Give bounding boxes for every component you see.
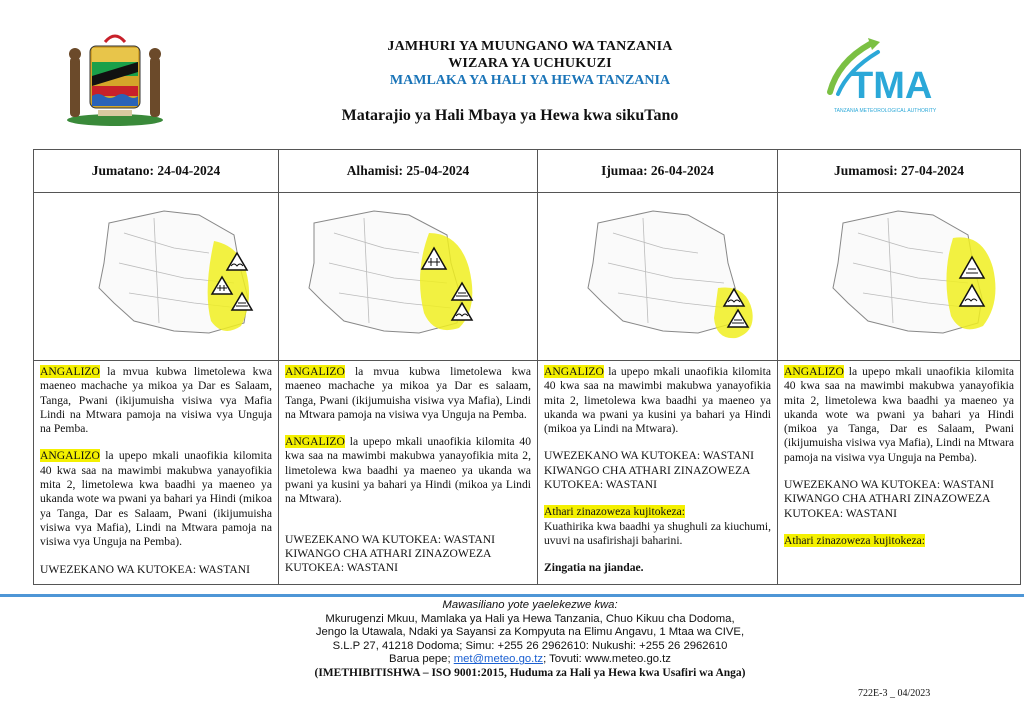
likelihood: UWEZEKANO WA KUTOKEA: WASTANI KIWANGO CHA ATHARI ZINAZOWEZA KUTOKEA: WASTANI: [544, 449, 754, 492]
footer-divider: [0, 594, 1024, 597]
logo-tagline: TANZANIA METEOROLOGICAL AUTHORITY: [834, 108, 937, 114]
contact-line: Mkurugenzi Mkuu, Mamlaka ya Hali ya Hewa Tanzania, Chuo Kikuu cha Dodoma,: [325, 612, 735, 625]
rain-warning: la mvua kubwa limetolewa kwa maeneo machache ya mikoa ya Dar es salaam, Tanga, Pwani (ikijumuisha visiwa vya Mafia), Lindi na Mtwara pamoja na visiwa vya Unguja na Pemba.: [285, 365, 531, 421]
certification-text: (IMETHIBITISHWA – ISO 9001:2015, Huduma za Hali ya Hewa kwa Usafiri wa Anga): [314, 666, 746, 679]
alert-label: ANGALIZO: [285, 365, 345, 378]
advice-text: Zingatia na jiandae.: [544, 561, 644, 575]
alert-label: ANGALIZO: [784, 365, 844, 378]
contact-line: S.L.P 27, 41218 Dodoma; Simu: +255 26 2962610: Nukushi: +255 26 2962610: [332, 639, 728, 652]
warning-text: [279, 361, 537, 576]
email-label: Barua pepe;: [389, 653, 454, 666]
day-title: Jumatano: 24-04-2024: [34, 150, 278, 193]
day-column: [778, 150, 1020, 584]
warning-text: [538, 361, 777, 576]
alert-label: ANGALIZO: [40, 365, 100, 378]
likelihood: UWEZEKANO WA KUTOKEA: WASTANI KIWANGO CHA ATHARI ZINAZOWEZA KUTOKEA: WASTANI: [285, 532, 495, 575]
contact-line: Jengo la Utawala, Ndaki ya Sayansi za Kompyuta na Elimu Angavu, 1 Mtaa wa CIVE,: [315, 626, 745, 639]
warning-text: [34, 361, 278, 577]
warning-map: [279, 193, 537, 361]
alert-label: ANGALIZO: [285, 435, 345, 449]
rain-warning: la mvua kubwa limetolewa kwa maeneo machache ya mikoa ya Dar es Salaam, Tanga, Pwani (ikijumuisha visiwa vya Mafia Lindi na Mtwara pamoja na visiwa vya Unguja na Pemba.: [40, 365, 272, 436]
ministry-name: WIZARA YA UCHUKUZI: [448, 56, 612, 71]
alert-label: ANGALIZO: [40, 449, 100, 463]
warning-map: [34, 193, 278, 361]
agency-name: MAMLAKA YA HALI YA HEWA TANZANIA: [389, 73, 671, 88]
day-title: Ijumaa: 26-04-2024: [538, 150, 777, 193]
country-name: JAMHURI YA MUUNGANO WA TANZANIA: [387, 39, 673, 54]
alert-label: ANGALIZO: [544, 365, 604, 378]
email-link[interactable]: met@meteo.go.tz: [453, 653, 544, 666]
document-number: 722E-3 _ 04/2023: [858, 688, 931, 699]
warning-map: [538, 193, 777, 361]
letterhead: [0, 0, 1024, 140]
warning-map: [778, 193, 1020, 361]
tma-logo-icon: [820, 32, 950, 122]
page-title: Matarajio ya Hali Mbaya ya Hewa kwa sikuTano: [341, 107, 679, 124]
day-title: Jumamosi: 27-04-2024: [778, 150, 1020, 193]
likelihood: UWEZEKANO WA KUTOKEA: WASTANI KIWANGO CHA ATHARI ZINAZOWEZA KUTOKEA: WASTANI: [784, 478, 994, 520]
website-text: ; Tovuti: www.meteo.go.tz: [543, 653, 671, 666]
wind-warning: la upepo mkali unaofikia kilomita 40 kwa saa na mawimbi makubwa yanayofikia mita 2, limetolewa kwa baadhi ya maeneo ya ukanda wote wa pwani ya bahari ya Hindi (mikoa ya Tanga, Dar es Salaam, Pwani (ikijumuisha visiwa vya Mafia), Lindi na Mtwara pamoja na visiwa vya Unguja na Pemba).: [40, 449, 272, 549]
letterhead-titles: [270, 38, 790, 89]
contact-email-line: [250, 653, 810, 667]
wind-warning: la upepo mkali unaofikia kilomita 40 kwa saa na mawimbi makubwa yanayofikia mita 2, limetolewa kwa baadhi ya maeneo ya ukanda wa pwani ya kusini ya bahari ya Hindi (mikoa ya Lindi na Mtwara).: [285, 435, 531, 506]
day-title: Alhamisi: 25-04-2024: [279, 150, 537, 193]
contact-footer: [250, 599, 810, 681]
logo-text: TMA: [850, 65, 933, 107]
wind-warning: la upepo mkali unaofikia kilomita 40 kwa saa na mawimbi makubwa yanayofikia mita 2, limetolewa kwa baadhi ya maeneo ya ukanda wa pwani ya kusini ya bahari ya Hindi (mikoa ya Lindi na Mtwara).: [544, 365, 771, 436]
contact-heading: Mawasiliano yote yaelekezwe kwa:: [442, 599, 618, 611]
day-column: [34, 150, 279, 584]
impacts-text: Kuathirika kwa baadhi ya shughuli za kiuchumi, uvuvi na usafirishaji baharini.: [544, 519, 771, 547]
impacts-label: Athari zinazoweza kujitokeza:: [544, 505, 685, 519]
likelihood: UWEZEKANO WA KUTOKEA: WASTANI: [40, 562, 250, 576]
day-column: [538, 150, 778, 584]
wind-warning: la upepo mkali unaofikia kilomita 40 kwa saa na mawimbi makubwa yanayofikia mita 2, limetolewa kwa baadhi ya maeneo ya ukanda wote wa pwani ya bahari ya Hindi (mikoa ya Tanga, Dar es Salaam, Pwani (ikijumuisha visiwa vya Mafia), Lindi na Mtwara pamoja na visiwa vya Unguja na Pemba).: [784, 365, 1014, 464]
forecast-table: [33, 149, 1021, 585]
warning-text: [778, 361, 1020, 548]
day-column: [279, 150, 538, 584]
coat-of-arms-icon: [60, 32, 170, 128]
impacts-label: Athari zinazoweza kujitokeza:: [784, 533, 925, 547]
